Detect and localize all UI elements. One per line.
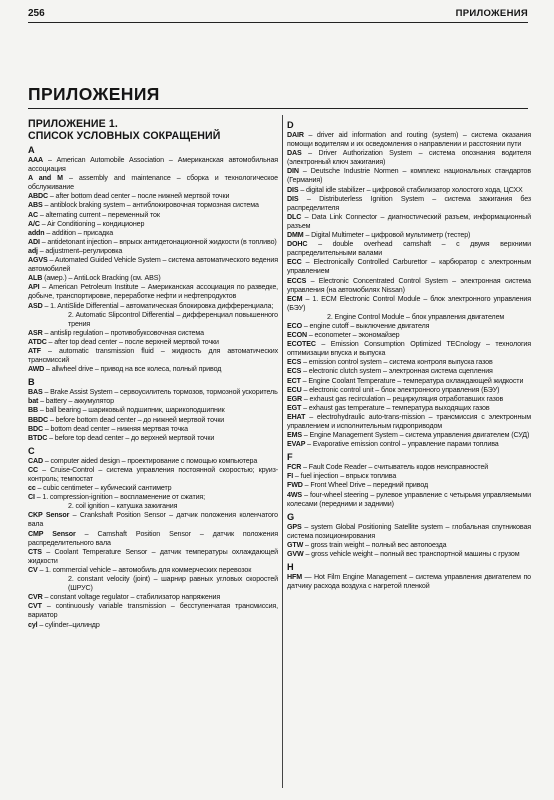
glossary-entry — [287, 313, 531, 322]
entry-definition: – after top dead center – после верхней мертвой точки — [46, 337, 219, 346]
glossary-entry — [287, 167, 531, 185]
glossary-entry — [28, 338, 278, 347]
entry-term: ALB — [28, 274, 43, 283]
entry-definition: – digital idle stabilizer – цифровой стабилизатор холостого хода, ЦСХХ — [298, 185, 523, 194]
entry-definition: – battery – аккумулятор — [38, 397, 114, 406]
glossary-entry — [28, 425, 278, 434]
glossary-entry — [28, 256, 278, 274]
entry-definition: – American Petroleum Institute – Американская ассоциация по разведке, добыче, транспортировке, переработке нефти и нефтепродуктов — [28, 283, 278, 301]
glossary-entry — [28, 274, 278, 283]
glossary-entry — [28, 457, 278, 466]
entry-term: DIS — [287, 185, 299, 194]
entry-definition: – fuel injection – впрыск топлива — [293, 472, 397, 481]
entry-term: FCR — [287, 463, 302, 472]
glossary-entry — [287, 523, 531, 541]
glossary-entry — [287, 386, 531, 395]
entry-definition: – 1. AntiSlide Differential – автоматическая блокировка дифференциала; — [42, 301, 274, 310]
glossary-entry — [287, 440, 531, 449]
entry-term: ECOTEC — [287, 340, 316, 349]
glossary-entry — [28, 621, 278, 630]
entry-term: ECT — [287, 376, 301, 385]
glossary-entry — [287, 195, 531, 213]
entry-term: A/C — [28, 219, 40, 228]
glossary-entry — [28, 502, 278, 511]
entry-definition: – 1. commercial vehicle – автомобиль для коммерческих перевозок — [37, 565, 252, 574]
entry-term: EHAT — [287, 412, 306, 421]
entry-term: ECS — [287, 367, 302, 376]
glossary-entry — [287, 322, 531, 331]
glossary-entry — [28, 365, 278, 374]
entry-term: cc — [28, 484, 36, 493]
entry-term: CKP Sensor — [28, 511, 70, 520]
glossary-entry — [28, 192, 278, 201]
entry-definition: – before top dead center – до верхней мертвой точки — [47, 433, 215, 442]
letter-heading-c: C — [28, 445, 35, 456]
entry-definition: – exhaust gas recirculation – рециркуляция отработавших газов — [302, 394, 504, 403]
entry-definition: – alternating current – переменный ток — [38, 210, 160, 219]
glossary-entry — [287, 358, 531, 367]
entry-definition: – Electronic Concentrated Control System – электронная система управления (на автомобилях Nissan) — [287, 276, 531, 294]
entry-definition: – Camshaft Position Sensor – датчик положения распределительного вала — [28, 529, 278, 547]
glossary-entry — [28, 201, 278, 210]
running-title: ПРИЛОЖЕНИЯ — [455, 8, 528, 19]
letter-heading-a: A — [28, 145, 35, 155]
glossary-entry — [287, 186, 531, 195]
glossary-entry — [28, 302, 278, 311]
glossary-entry — [287, 367, 531, 376]
entry-definition: – engine cutoff – выключение двигателя — [302, 321, 430, 330]
entry-definition: – continuously variable transmission – бесступенчатая трансмиссия, вариатор — [28, 602, 278, 620]
entry-definition: 2. Engine Control Module – блок управления двигателем — [327, 312, 505, 321]
glossary-entry — [28, 311, 278, 329]
glossary-entry — [28, 329, 278, 338]
entry-definition: – Driver Authorization System – система опознания водителя (электронный ключ зажигания) — [287, 149, 531, 167]
entry-term: ASD — [28, 301, 43, 310]
left-column — [28, 117, 278, 630]
glossary-entry — [28, 466, 278, 484]
entry-term: GVW — [287, 550, 304, 559]
glossary-entry — [28, 229, 278, 238]
entry-term: BBDC — [28, 415, 49, 424]
glossary-entry — [28, 530, 278, 548]
glossary-entry — [287, 340, 531, 358]
entry-definition: 2. constant velocity (joint) – шарнир равных угловых скоростей (ШРУС) — [68, 575, 278, 593]
glossary-entry — [28, 406, 278, 415]
entry-term: DAIR — [287, 131, 304, 139]
entry-term: AWD — [28, 365, 45, 374]
glossary-entry — [28, 211, 278, 220]
entry-term: HFM — [287, 573, 303, 582]
entry-definition: – 1. ECM Electronic Control Module – блок электронного управления (БЭУ) — [287, 294, 531, 312]
letter-heading-h: H — [287, 562, 294, 573]
entry-term: DAS — [287, 149, 302, 158]
entry-term: addn — [28, 228, 45, 237]
entry-term: 4WS — [287, 490, 303, 499]
glossary-entry — [287, 331, 531, 340]
glossary-entry — [28, 484, 278, 493]
entry-definition: – system Global Positioning Satellite system – глобальная спутниковая система позиционирования — [287, 522, 531, 540]
glossary-entry — [287, 213, 531, 231]
entry-definition: – exhaust gas temperature – температура выходящих газов — [301, 403, 490, 412]
entry-term: ECC — [287, 258, 302, 267]
glossary-entry — [287, 231, 531, 240]
entry-term: CAD — [28, 456, 44, 465]
entry-definition: – Automated Guided Vehicle System – система автоматического ведения автомобилей — [28, 256, 278, 274]
glossary-entry — [28, 434, 278, 443]
letter-heading-g: G — [287, 511, 295, 522]
entry-definition: – computer aided design – проектирование с помощью компьютера — [43, 456, 258, 465]
glossary-entry — [28, 416, 278, 425]
entry-definition: – assembly and maintenance – сборка и технологическое обслуживание — [28, 174, 279, 192]
glossary-entry — [28, 388, 278, 397]
entry-definition: 2. Automatic Slipcontrol Differential – дифференциал повышенного трения — [68, 310, 278, 328]
entry-term: GTW — [287, 540, 304, 549]
glossary-entry — [28, 593, 278, 602]
glossary-entry — [28, 397, 278, 406]
glossary-entry — [287, 541, 531, 550]
entry-term: ECS — [287, 358, 302, 367]
entry-definition: – antidetonant injection – впрыск антидетонационной жидкости (в топливо) — [39, 237, 277, 246]
glossary-entry — [287, 472, 531, 481]
section-title-line-1: ПРИЛОЖЕНИЕ 1. — [28, 118, 118, 130]
glossary-entry — [28, 511, 278, 529]
entry-definition: – Engine Management System – система управления двигателем (СУД) — [302, 431, 530, 440]
entry-term: AC — [28, 210, 39, 219]
entry-term: adj — [28, 246, 38, 255]
entry-term: FWD — [287, 481, 303, 490]
running-header — [28, 8, 528, 23]
entry-definition: – after bottom dead center – после нижней мертвой точки — [48, 192, 230, 201]
entry-term: DIN — [287, 167, 299, 176]
entry-definition: – Air Conditioning – кондиционер — [39, 219, 145, 228]
glossary-entry — [28, 566, 278, 575]
glossary-entry — [28, 548, 278, 566]
letter-heading-b: B — [28, 377, 35, 388]
entry-definition: – addition – присадка — [44, 228, 114, 237]
entry-term: ABS — [28, 201, 43, 210]
entry-term: EGT — [287, 403, 302, 412]
entry-term: CMP Sensor — [28, 529, 76, 538]
entry-definition: – electronic control unit – блок электронного управления (БЭУ) — [301, 385, 500, 394]
entry-definition: – Data Link Connector – диагностический разъем, информационный разъем — [287, 212, 531, 230]
section-title-line-2: СПИСОК УСЛОВНЫХ СОКРАЩЕНИЙ — [28, 130, 221, 142]
glossary-entry — [28, 347, 278, 365]
entry-term: ECON — [287, 331, 308, 340]
entry-definition: (амер.) – AntiLock Bracking (см. ABS) — [42, 274, 161, 283]
entry-term: bat — [28, 397, 39, 406]
entry-term: API — [28, 283, 40, 292]
entry-definition: – emission control system – система контроля выпуска газов — [301, 358, 493, 367]
entry-definition: – electrohydraulic auto-trans-mission – трансмиссия с электронным управлением и исполнительным гидроприводом — [287, 412, 531, 430]
entry-term: AGVS — [28, 256, 48, 265]
entry-term: ABDC — [28, 192, 49, 201]
entry-definition: – bottom dead center – нижняя мертвая точка — [43, 424, 188, 433]
glossary-entry — [287, 295, 531, 313]
glossary-entry — [28, 493, 278, 502]
entry-term: BB — [28, 406, 39, 415]
entry-definition: – antislip regulation – противобуксовочная система — [42, 328, 204, 337]
entry-term: ASR — [28, 328, 43, 337]
glossary-entry — [28, 575, 278, 593]
entry-term: FI — [287, 472, 294, 481]
column-divider — [282, 115, 283, 788]
entry-definition: – gross train weight – полный вес автопоезда — [303, 540, 447, 549]
entry-definition: – electronic clutch system – электронная система сцепления — [301, 367, 493, 376]
chapter-title: ПРИЛОЖЕНИЯ — [28, 84, 160, 104]
glossary-entry — [28, 238, 278, 247]
entry-definition: – Fault Code Reader – считыватель кодов неисправностей — [301, 463, 489, 472]
entry-term: CTS — [28, 547, 42, 556]
entry-definition: – antiblock braking system – антиблокировочная тормозная система — [42, 201, 259, 210]
entry-definition: — Hot Film Engine Management – система управления двигателем по датчику расхода воздуха с нагретой пленкой — [287, 573, 531, 591]
entry-definition: – Engine Coolant Temperature – температура охлаждающей жидкости — [300, 376, 524, 385]
entry-definition: – double overhead camshaft – с двумя верхними распределительными валами — [287, 240, 531, 258]
glossary-entry — [287, 240, 531, 258]
entry-definition: – cylinder–цилиндр — [37, 620, 100, 629]
entry-definition: – gross vehicle weight – полный вес транспортной машины с грузом — [303, 550, 520, 559]
entry-term: CVT — [28, 602, 42, 611]
page-number: 256 — [28, 8, 45, 19]
chapter-divider — [28, 108, 528, 109]
entry-term: ECU — [287, 385, 302, 394]
entry-definition: – Cruise-Control – система управления постоянной скоростью; круиз-контроль; темпостат — [28, 465, 278, 483]
entry-definition: – Coolant Temperature Sensor – датчик температуры охлаждающей жидкости — [28, 547, 278, 565]
entry-term: DMM — [287, 231, 304, 240]
entry-definition: – Digital Multimeter – цифровой мультиметр (тестер) — [303, 231, 471, 240]
entry-term: AAA — [28, 156, 44, 164]
entry-term: CV — [28, 565, 38, 574]
glossary-entry — [28, 174, 278, 192]
entry-definition: – Deutsche Industrie Normen – комплекс национальных стандартов (Германия) — [287, 167, 531, 185]
entry-term: cyl — [28, 620, 38, 629]
glossary-entry — [287, 413, 531, 431]
entry-definition: – constant voltage regulator – стабилизатор напряжения — [42, 593, 221, 602]
glossary-entry — [28, 220, 278, 229]
entry-term: ATDC — [28, 337, 47, 346]
entry-term: ECM — [287, 294, 303, 303]
letter-heading-f: F — [287, 452, 293, 463]
entry-definition: – automatic transmission fluid – жидкость для автоматических трансмиссий — [28, 346, 278, 365]
glossary-entry — [28, 156, 278, 174]
glossary-entry — [287, 481, 531, 490]
entry-definition: – driver aid information and routing (system) – система оказания помощи водителям и их осведомления о направлении и расстоянии пути — [287, 131, 531, 149]
glossary-entry — [28, 247, 278, 256]
glossary-entry — [28, 283, 278, 301]
entry-definition: – adjustment–регулировка — [37, 246, 123, 255]
glossary-entry — [287, 395, 531, 404]
entry-term: CVR — [28, 593, 43, 602]
entry-definition: – four-wheel steering – рулевое управление с четырьмя управляемыми колесами (передними и задними) — [287, 490, 531, 508]
glossary-entry — [287, 550, 531, 559]
entry-definition: – Crankshaft Position Sensor – датчик положения коленчатого вала — [28, 511, 278, 529]
glossary-entry — [287, 149, 531, 167]
glossary-entry — [287, 377, 531, 386]
entry-definition: – before bottom dead center – до нижней мертвой точки — [48, 415, 225, 424]
entry-term: CI — [28, 493, 35, 502]
entry-definition: – allwheel drive – привод на все колеса, полный привод — [44, 365, 222, 374]
entry-definition: – Distributerless Ignition System – система зажигания без распределителя — [287, 194, 531, 212]
entry-definition: – 1. compression-ignition – воспламенение от сжатия; — [34, 493, 205, 502]
entry-term: BTDC — [28, 433, 48, 442]
entry-term: BDC — [28, 424, 44, 433]
entry-term: ECCS — [287, 276, 307, 285]
entry-definition: – ball bearing – шариковый подшипник, шарикоподшипник — [38, 406, 225, 415]
entry-term: GPS — [287, 522, 302, 531]
entry-definition: – American Automobile Association – Американская автомобильная ассоциация — [28, 156, 278, 174]
glossary-entry — [287, 463, 531, 472]
entry-term: ECO — [287, 321, 303, 330]
entry-term: CC — [28, 465, 39, 474]
glossary-entry — [287, 277, 531, 295]
entry-term: EVAP — [287, 440, 306, 449]
entry-term: DIS — [287, 194, 299, 203]
glossary-entry — [287, 258, 531, 276]
glossary-entry — [287, 404, 531, 413]
entry-definition: – Emission Consumption Optimized TECnology – технология оптимизации впуска и выпуска — [287, 340, 531, 358]
entry-definition: – econometer – экономайзер — [307, 331, 400, 340]
entry-definition: – Evaporative emission control – управление парами топлива — [305, 440, 499, 449]
right-column — [287, 117, 531, 591]
entry-term: A and M — [28, 174, 63, 183]
glossary-entry — [28, 602, 278, 620]
glossary-entry — [287, 431, 531, 440]
entry-term: EGR — [287, 394, 303, 403]
entry-term: ADI — [28, 237, 40, 246]
entry-definition: – Front Wheel Drive – передний привод — [302, 481, 429, 490]
entry-term: DOHC — [287, 240, 308, 249]
entry-definition: – Brake Assist System – сервоусилитель тормозов, тормозной ускоритель — [42, 388, 278, 397]
entry-definition: – Electronically Controlled Carburettor – карбюратор с электронным управлением — [287, 258, 531, 276]
entry-term: DLC — [287, 212, 302, 221]
glossary-entry — [287, 573, 531, 591]
entry-term: ATF — [28, 346, 41, 355]
glossary-entry — [287, 131, 531, 149]
entry-definition: 2. coil ignition – катушка зажигания — [68, 502, 178, 511]
entry-definition: – cubic centimeter – кубический сантиметр — [35, 484, 172, 493]
letter-heading-d: D — [287, 120, 294, 130]
glossary-entry — [287, 491, 531, 509]
entry-term: BAS — [28, 388, 43, 397]
entry-term: EMS — [287, 431, 303, 440]
